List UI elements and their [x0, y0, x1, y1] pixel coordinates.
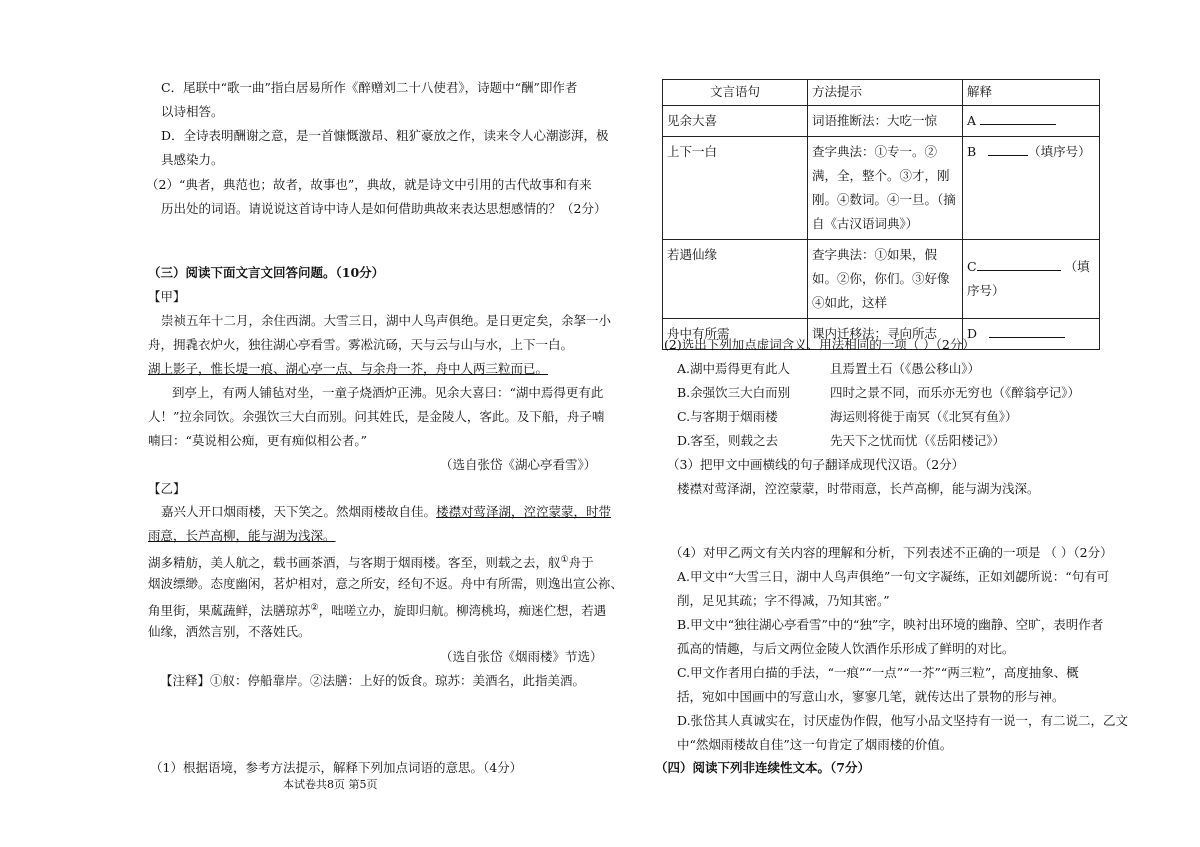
answer-letter: B [967, 144, 977, 159]
table-row [663, 106, 1100, 137]
option-d-line1: D．全诗表明酬谢之意，是一首慷慨激昂、粗犷豪放之作，读来令人心潮澎湃，极 [161, 128, 609, 143]
q4-option-b-line1: B.甲文中“独往湖心亭看雪”中的“独”字，映衬出环境的幽静、空旷，表明作者 [677, 617, 1104, 632]
answer-note: （填序号） [1028, 144, 1091, 159]
passage-yi-label: 【乙】 [148, 481, 186, 496]
option-a-left: A.湖中焉得更有此人 [677, 361, 791, 376]
passage-jia-line6: 喃曰：“莫说相公痴，更有痴似相公者。” [148, 433, 368, 448]
q4-option-c-line2: 括，宛如中国画中的写意山水，寥寥几笔，就传达出了景物的形与神。 [677, 689, 1065, 704]
passage-yi-line5-end: ，咄嗟立办，旋即归航。柳湾桃坞，痴迷伫想，若遇 [318, 603, 607, 619]
option-d-line2: 具感染力。 [161, 152, 224, 167]
passage-yi-line1-text: 嘉兴人开口烟雨楼，天下笑之。然烟雨楼故自佳。 [161, 504, 437, 519]
table-cell-phrase: 上下一白 [663, 137, 808, 240]
option-c-line1: C．尾联中“歌一曲”指白居易所作《醉赠刘二十八使君》，诗题中“酬”即作者 [161, 80, 578, 95]
option-c-right: 海运则将徙于南冥（《北冥有鱼》） [830, 409, 1018, 424]
question-2-mc-prompt: (2)选出下列加点虚词含义、用法相同的一项（ ）（2分） [664, 337, 975, 352]
table-cell-phrase: 舟中有所需 [663, 319, 808, 350]
passage-jia-line2 [148, 337, 573, 353]
table-header-method: 方法提示 [808, 80, 963, 106]
passage-jia-line5: 人！”拉余同饮。余强饮三大白而别。问其姓氏，是金陵人，客此。及下船，舟子喃 [148, 409, 605, 424]
passage-yi-line3 [148, 552, 594, 571]
option-b-left: B.余强饮三大白而别 [677, 385, 791, 400]
passage-jia-line4: 到亭上，有两人铺毡对坐，一童子烧酒炉正沸。见余大喜曰：“湖中焉得更有此 [172, 385, 604, 400]
table-cell-phrase: 见余大喜 [663, 106, 808, 137]
passage-jia-line2-text: 舟，拥毳衣炉火，独往湖心亭看雪。雾凇沆砀，天与云与山与水，上下一白。 [148, 337, 574, 352]
answer-letter: A [967, 113, 977, 128]
footnote-1-marker: ① [560, 555, 569, 565]
q4-option-d-line1: D.张岱其人真诚实在，讨厌虚伪作假，他写小品文坚持有一说一，有二说二，乙文 [677, 713, 1129, 728]
q4-option-b-line2: 孤高的情趣，与后文两位金陵人饮酒作乐形成了鲜明的对比。 [677, 641, 1015, 656]
table-cell-phrase: 若遇仙缘 [663, 240, 808, 319]
passage-yi-line3-end: 舟于 [568, 555, 594, 571]
option-d-left: D.客至，则载之去 [677, 433, 779, 448]
table-row [663, 137, 1100, 240]
table-header-phrase: 文言语句 [663, 80, 808, 106]
question-3-sentence: 楼襟对莺泽湖，涳涳蒙蒙，时带雨意，长芦高柳，能与湖为浅深。 [677, 481, 1040, 496]
passage-yi-line4: 烟波缥缈。态度幽闲，茗炉相对，意之所安，经旬不返。舟中有所需，则逸出宣公祢、 [148, 576, 624, 591]
question-2-line2: 历出处的词语。请说说这首诗中诗人是如何借助典故来表达思想感情的？（2分） [161, 201, 607, 216]
underlined-sentence-yi-part2: 雨意，长芦高柳，能与湖为浅深。 [148, 528, 336, 543]
table-cell-method: 词语推断法：大吃一惊 [808, 106, 963, 137]
footnote-2-marker: ② [310, 603, 319, 613]
question-2-line1: （2）“典者，典范也；故者，故事也”，典故，就是诗文中引用的古代故事和有来 [146, 177, 592, 192]
section-3-heading: （三）阅读下面文言文回答问题。（10分） [148, 265, 385, 280]
underlined-sentence-jia: 湖上影子，惟长堤一痕、湖心亭一点、与余舟一芥，舟中人两三粒而已。 [148, 361, 549, 376]
question-4-prompt: （4）对甲乙两文有关内容的理解和分析，下列表述不正确的一项是 （ ）（2分） [670, 545, 1113, 560]
option-c-line2: 以诗相答。 [161, 104, 224, 119]
table-header-explanation: 解释 [963, 80, 1100, 106]
section-4-heading: （四）阅读下列非连续性文本。（7分） [655, 760, 870, 775]
answer-letter: C [967, 259, 977, 274]
table-cell-method: 查字典法：①专一。②满，全，整个。③才，刚刚。④数词。④一旦。（摘自《古汉语词典》） [808, 137, 963, 240]
passage-yi-line5 [148, 600, 606, 619]
table-cell-answer [963, 137, 1100, 240]
passage-yi-line6: 仙缘，洒然言别，不落姓氏。 [148, 624, 311, 639]
underlined-sentence-yi-part1: 楼襟对莺泽湖，涳涳蒙蒙，时带 [436, 504, 612, 519]
answer-letter: D [967, 326, 978, 341]
table-cell-answer [963, 240, 1100, 319]
q4-option-d-line2: 中“然烟雨楼故自佳”这一句肯定了烟雨楼的价值。 [677, 737, 953, 752]
answer-blank[interactable] [988, 142, 1028, 156]
table-cell-answer [963, 319, 1100, 350]
annotation-notes: 【注释】①舣：停船靠岸。②法膳：上好的饭食。琼苏：美酒名，此指美酒。 [160, 673, 586, 688]
answer-blank[interactable] [980, 111, 1056, 125]
answer-blank[interactable] [977, 257, 1061, 271]
q4-option-c-line1: C.甲文作者用白描的手法，“一痕”“一点”“一芥”“两三粒”，高度抽象、概 [677, 665, 1079, 680]
q4-option-a-line2: 削，足见其疏；字不得减，乃知其密。” [677, 593, 890, 608]
passage-yi-line5-text: 角里街，果蓏蔬鲜，法膳琼苏 [148, 603, 311, 619]
passage-jia-label: 【甲】 [148, 289, 186, 304]
page-footer: 本试卷共8页 第5页 [283, 778, 378, 791]
source-yi: （选自张岱《烟雨楼》节选） [440, 649, 603, 664]
q4-option-a-line1: A.甲文中“大雪三日，湖中人鸟声俱绝”一句文字凝练，正如刘勰所说：“句有可 [677, 569, 1110, 584]
answer-blank[interactable] [989, 324, 1065, 338]
option-c-left: C.与客期于烟雨楼 [677, 409, 778, 424]
question-1-prompt: （1）根据语境，参考方法提示，解释下列加点词语的意思。（4分） [150, 760, 523, 775]
option-b-right: 四时之景不同，而乐亦无穷也（《醉翁亭记》） [830, 385, 1081, 400]
source-jia: （选自张岱《湖心亭看雪》） [440, 457, 597, 472]
table-cell-answer [963, 106, 1100, 137]
option-a-right: 且焉置土石（《愚公移山》） [830, 361, 981, 376]
option-d-right: 先天下之忧而忧（《岳阳楼记》） [830, 433, 1006, 448]
answer-note: （填序号） [967, 259, 1090, 298]
vocab-table [662, 79, 1100, 350]
table-row [663, 240, 1100, 319]
passage-jia-line1: 崇祯五年十二月，余住西湖。大雪三日，湖中人鸟声俱绝。是日更定矣，余拏一小 [161, 313, 612, 328]
passage-yi-line3-text: 湖多精舫，美人航之，载书画茶酒，与客期于烟雨楼。客至，则载之去，舣 [148, 555, 561, 571]
question-3-prompt: （3）把甲文中画横线的句子翻译成现代汉语。（2分） [667, 457, 965, 472]
table-cell-method: 课内迁移法：寻向所志 [808, 319, 963, 350]
passage-yi-line1 [161, 504, 611, 520]
table-cell-method: 查字典法：①如果，假如。②你，你们。③好像④如此，这样 [808, 240, 963, 319]
